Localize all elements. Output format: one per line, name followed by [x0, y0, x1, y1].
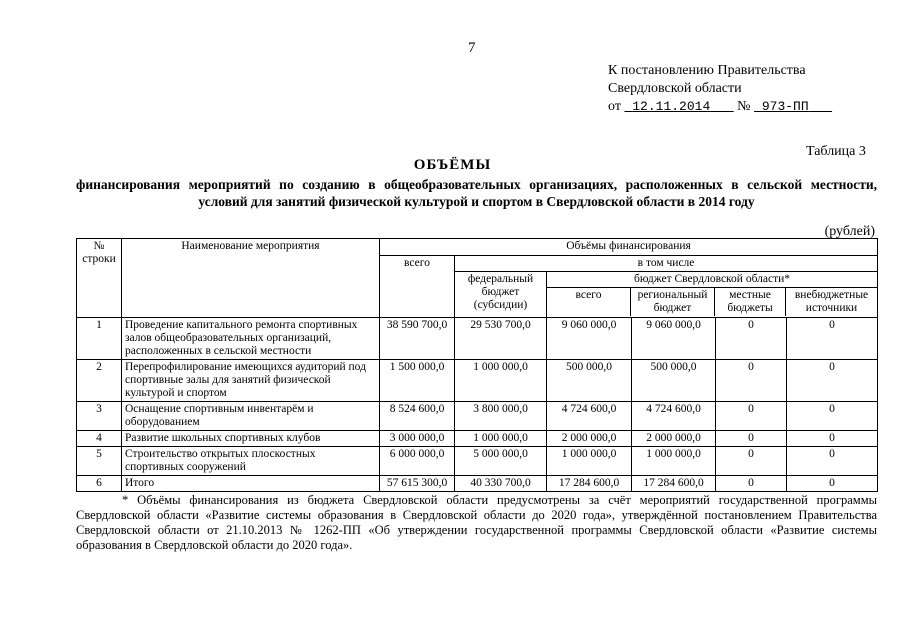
header-extra: внебюджетные источники: [794, 289, 869, 314]
cell-regional-budget: 500 000,0: [632, 360, 716, 402]
footnote: [76, 493, 877, 553]
table-row: [77, 431, 878, 447]
decree-line-2: Свердловской области: [608, 81, 742, 96]
decree-from-label: от: [608, 99, 621, 114]
document-title: ОБЪЁМЫ: [413, 157, 492, 173]
cell-row-no: 2: [77, 360, 122, 402]
cell-local: 0: [716, 402, 787, 431]
cell-local: 0: [716, 431, 787, 447]
cell-row-no: 1: [77, 318, 122, 360]
cell-local: 0: [716, 318, 787, 360]
header-federal: федеральный бюджет (субсидии): [455, 272, 547, 318]
cell-regional-budget: 17 284 600,0: [632, 476, 716, 492]
table-row-total: [77, 476, 878, 492]
table-row: [77, 402, 878, 431]
cell-regional-budget: 2 000 000,0: [632, 431, 716, 447]
cell-regional-total: 9 060 000,0: [547, 318, 632, 360]
decree-date-line: [608, 98, 832, 116]
financing-table: [76, 238, 878, 492]
cell-extra: 0: [787, 447, 878, 476]
cell-row-no: 6: [77, 476, 122, 492]
header-including: в том числе: [455, 256, 878, 272]
cell-federal: 5 000 000,0: [455, 447, 547, 476]
cell-federal: 40 330 700,0: [455, 476, 547, 492]
cell-regional-budget: 4 724 600,0: [632, 402, 716, 431]
decree-date: 12.11.2014: [632, 99, 711, 114]
cell-name: Строительство открытых плоскостных спортивных сооружений: [122, 447, 380, 476]
cell-name: Проведение капитального ремонта спортивных залов общеобразовательных организаций, расположенных в сельской местности: [122, 318, 380, 360]
header-total: всего: [380, 256, 455, 318]
cell-row-no: 4: [77, 431, 122, 447]
cell-local: 0: [716, 360, 787, 402]
table-row: [77, 318, 878, 360]
cell-total: 8 524 600,0: [380, 402, 455, 431]
cell-total: 3 000 000,0: [380, 431, 455, 447]
decree-line-1: К постановлению Правительства: [608, 63, 806, 78]
decree-number: 973-ПП: [761, 99, 809, 114]
document-subtitle: финансирования мероприятий по созданию в общеобразовательных организациях, расположенных в сельской местности, условий для занятий физической культурой и спортом в Свердловской области в 2014 году: [76, 177, 877, 209]
cell-regional-total: 4 724 600,0: [547, 402, 632, 431]
cell-extra: 0: [787, 476, 878, 492]
cell-total: 6 000 000,0: [380, 447, 455, 476]
cell-federal: 1 000 000,0: [455, 431, 547, 447]
header-regional-budget: региональный бюджет: [631, 288, 715, 316]
cell-row-no: 5: [77, 447, 122, 476]
header-row-no: № строки: [77, 239, 122, 318]
cell-name: Оснащение спортивным инвентарём и оборудованием: [122, 402, 380, 431]
cell-total: 38 590 700,0: [380, 318, 455, 360]
header-local: местные бюджеты: [715, 288, 786, 316]
cell-extra: 0: [787, 360, 878, 402]
cell-regional-budget: 1 000 000,0: [632, 447, 716, 476]
decree-reference: [608, 62, 832, 116]
cell-total: 57 615 300,0: [380, 476, 455, 492]
cell-regional-total: 17 284 600,0: [547, 476, 632, 492]
cell-row-no: 3: [77, 402, 122, 431]
cell-name: Развитие школьных спортивных клубов: [122, 431, 380, 447]
header-name: Наименование мероприятия: [122, 239, 380, 318]
cell-regional-budget: 9 060 000,0: [632, 318, 716, 360]
table-row: [77, 447, 878, 476]
cell-federal: 3 800 000,0: [455, 402, 547, 431]
page-number: 7: [468, 40, 476, 56]
cell-regional-total: 500 000,0: [547, 360, 632, 402]
header-regional-total: всего: [547, 288, 631, 316]
cell-extra: 0: [787, 318, 878, 360]
footnote-text: * Объёмы финансирования из бюджета Свердловской области предусмотрены за счёт мероприятий государственной программы Свердловской области «Развитие системы образования в Свердловской области до 2020 года», утверждённой постановлением Правительства Свердловской области от 21.10.2013 № 1262-ПП «Об утверждении государственной программы Свердловской области «Развитие системы образования в Свердловской области до 2020 года».: [76, 493, 877, 552]
decree-number-label: №: [737, 99, 751, 114]
table-label: Таблица 3: [806, 144, 866, 159]
header-regional-group: [547, 272, 878, 318]
cell-regional-total: 1 000 000,0: [547, 447, 632, 476]
cell-federal: 1 000 000,0: [455, 360, 547, 402]
cell-extra: 0: [787, 402, 878, 431]
cell-local: 0: [716, 447, 787, 476]
cell-extra: 0: [787, 431, 878, 447]
cell-local: 0: [716, 476, 787, 492]
table-row: [77, 360, 878, 402]
units-label: (рублей): [824, 224, 875, 239]
cell-name: Перепрофилирование имеющихся аудиторий под спортивные залы для занятий физической культурой и спортом: [122, 360, 380, 402]
header-regional-group-title: бюджет Свердловской области*: [547, 272, 877, 288]
cell-regional-total: 2 000 000,0: [547, 431, 632, 447]
cell-federal: 29 530 700,0: [455, 318, 547, 360]
header-volumes: Объёмы финансирования: [380, 239, 878, 256]
cell-total: 1 500 000,0: [380, 360, 455, 402]
cell-name: Итого: [122, 476, 380, 492]
